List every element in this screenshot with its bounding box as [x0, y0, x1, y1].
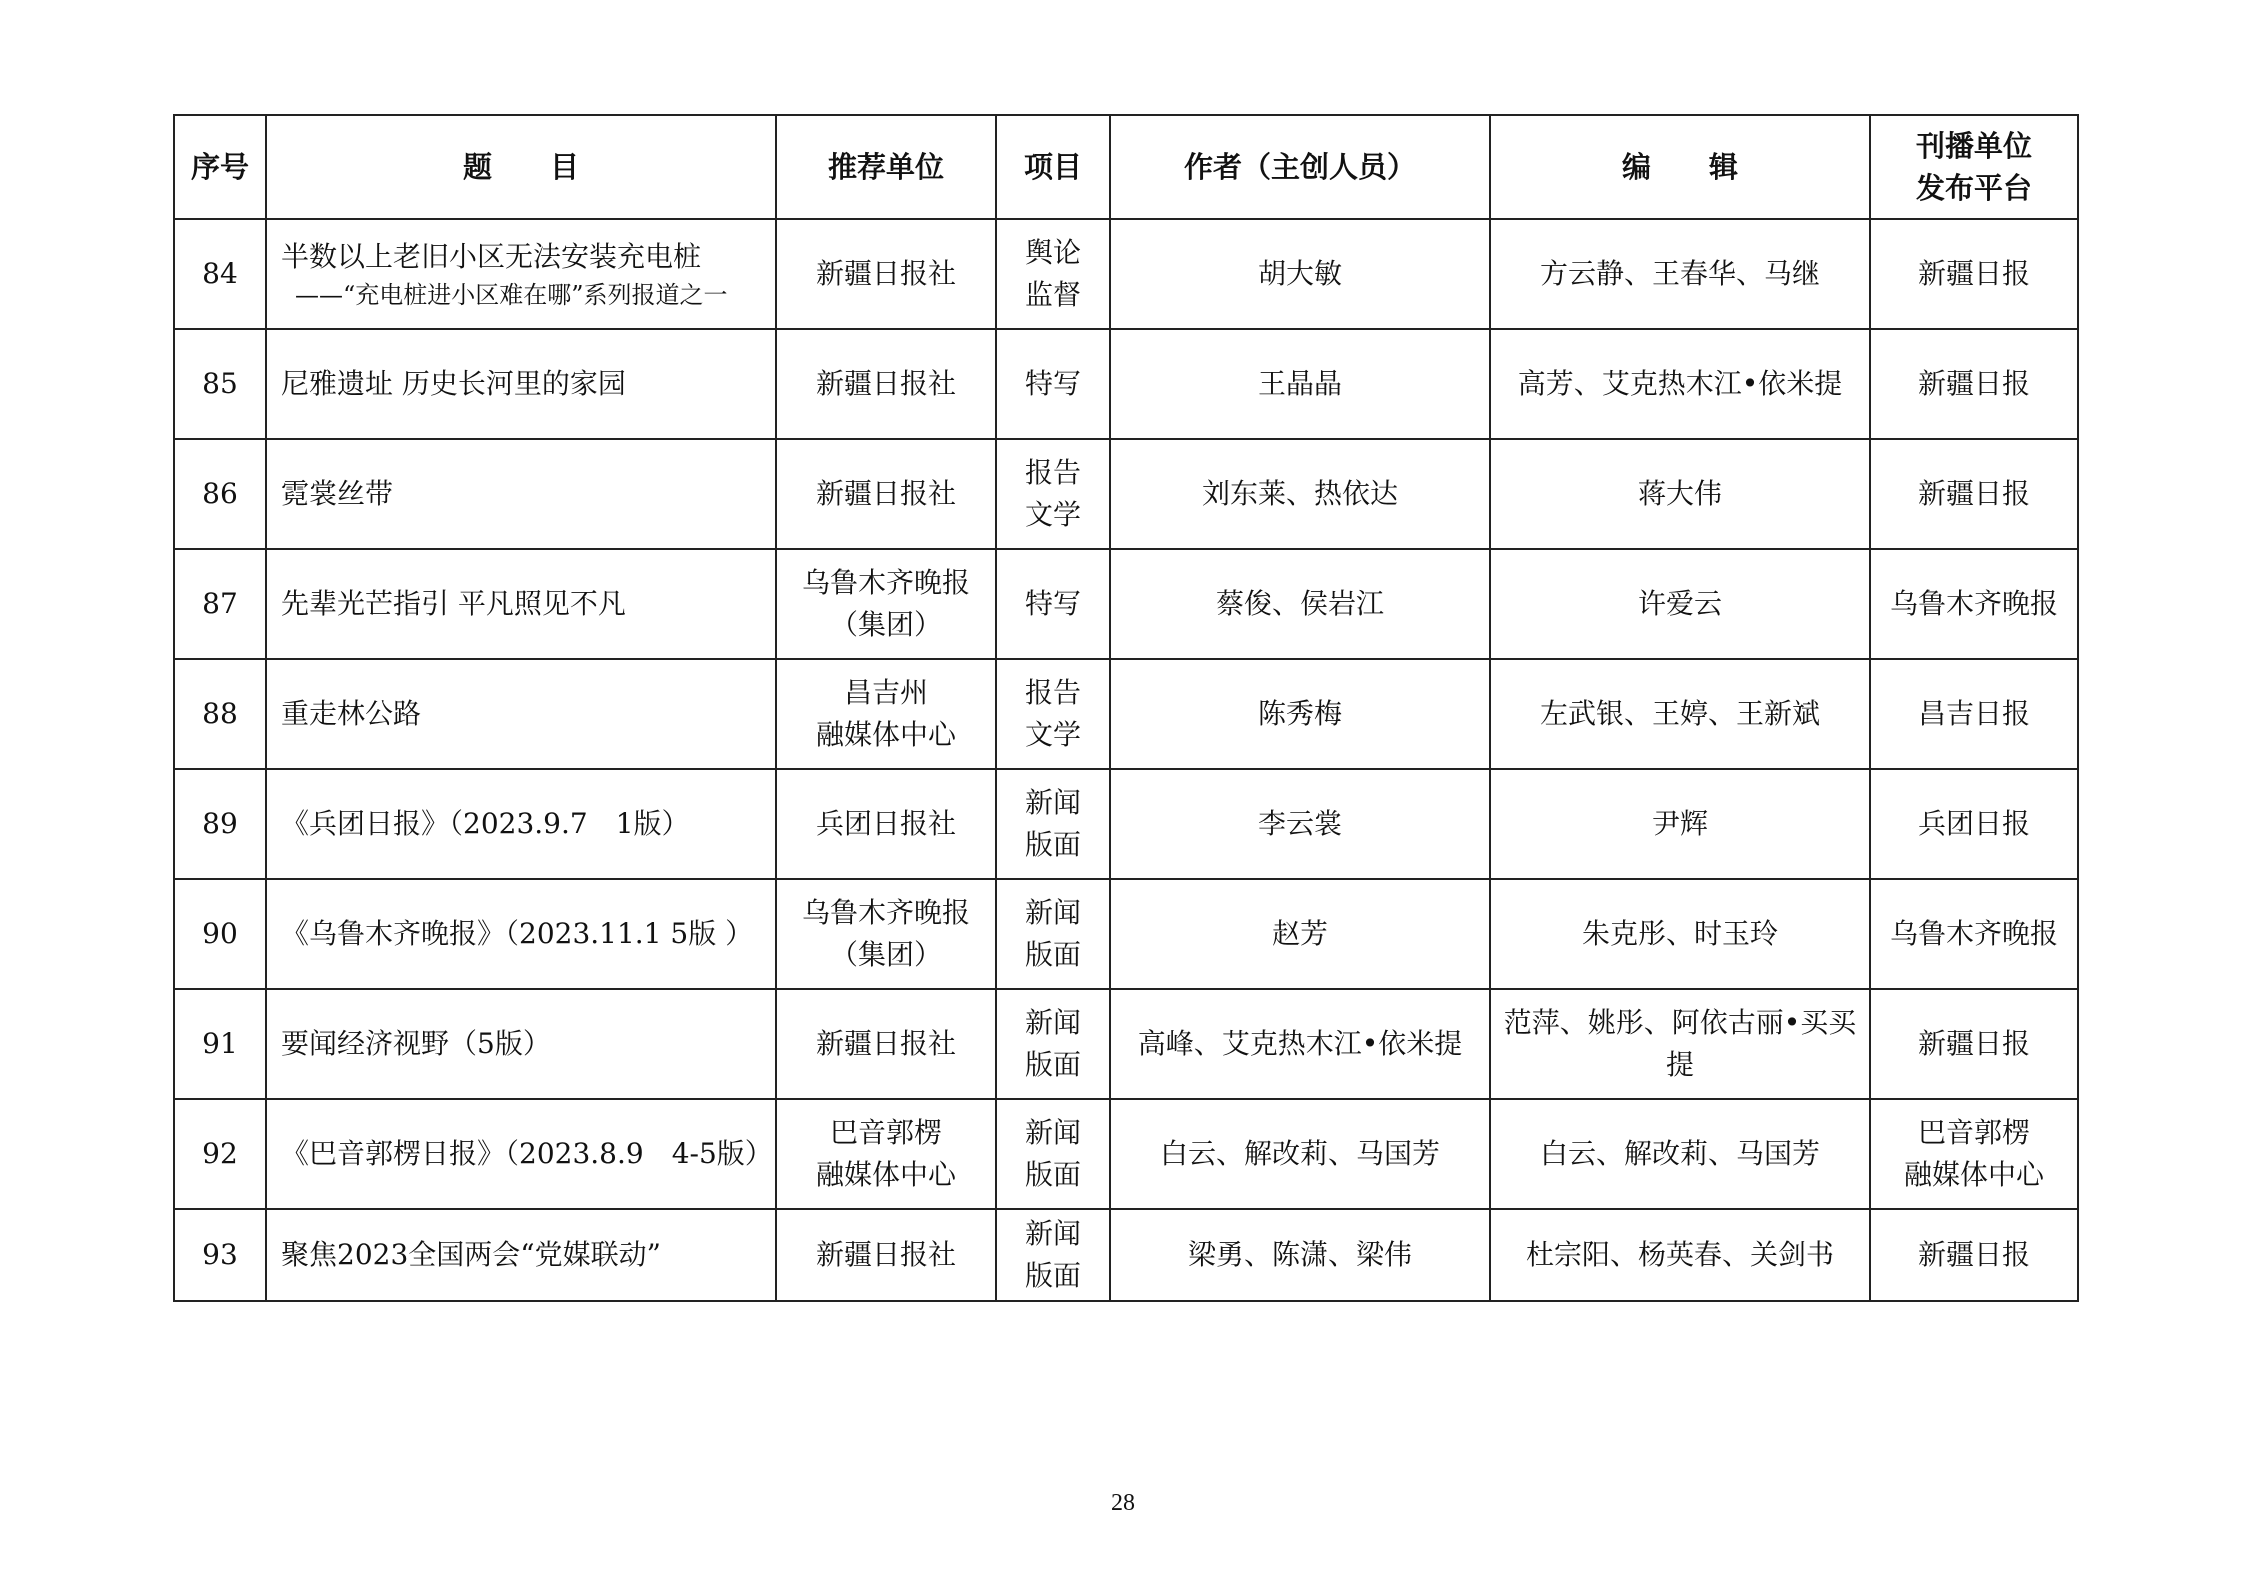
cell-item-line: 特写	[1024, 587, 1081, 620]
cell-item-line: 新闻	[1024, 1116, 1081, 1149]
header-item: 项目	[996, 115, 1110, 219]
cell-unit	[776, 989, 996, 1099]
awards-table-container	[173, 114, 2077, 1302]
table-row	[174, 879, 2078, 989]
cell-item-line: 特写	[1024, 367, 1081, 400]
cell-unit	[776, 879, 996, 989]
cell-platform	[1870, 879, 2078, 989]
cell-title	[266, 879, 776, 989]
cell-platform-line: 乌鲁木齐晚报	[1889, 917, 2058, 950]
cell-platform-line: 新疆日报	[1917, 1027, 2030, 1060]
cell-title-text: 《兵团日报》（2023.9.7 1版）	[281, 807, 690, 840]
cell-platform-line: 新疆日报	[1917, 257, 2030, 290]
cell-unit-line: 乌鲁木齐晚报	[801, 566, 970, 599]
cell-title-text: 先辈光芒指引 平凡照见不凡	[281, 587, 626, 620]
cell-unit-line: 兵团日报社	[815, 807, 956, 840]
cell-title	[266, 439, 776, 549]
cell-title-text: 重走林公路	[281, 697, 422, 730]
cell-unit-line: 新疆日报社	[815, 257, 956, 290]
cell-seq: 84	[174, 219, 266, 329]
cell-platform	[1870, 329, 2078, 439]
cell-item-line: 报告	[1024, 676, 1081, 709]
cell-editor: 蒋大伟	[1490, 439, 1870, 549]
cell-author: 陈秀梅	[1110, 659, 1490, 769]
cell-author: 刘东莱、热依达	[1110, 439, 1490, 549]
header-platform-line1: 刊播单位	[1915, 129, 2032, 163]
cell-seq: 93	[174, 1209, 266, 1301]
cell-unit-line: （集团）	[829, 938, 942, 971]
cell-editor: 左武银、王婷、王新斌	[1490, 659, 1870, 769]
cell-item-line: 报告	[1024, 456, 1081, 489]
table-row	[174, 1209, 2078, 1301]
cell-platform-line: 乌鲁木齐晚报	[1889, 587, 2058, 620]
header-editor: 编 辑	[1490, 115, 1870, 219]
cell-platform	[1870, 549, 2078, 659]
cell-unit-line: 新疆日报社	[815, 367, 956, 400]
cell-platform	[1870, 1099, 2078, 1209]
cell-item	[996, 659, 1110, 769]
cell-item	[996, 329, 1110, 439]
table-row	[174, 989, 2078, 1099]
cell-item-line: 版面	[1024, 1158, 1081, 1191]
cell-title-text: 霓裳丝带	[281, 477, 394, 510]
cell-platform-line: 新疆日报	[1917, 367, 2030, 400]
cell-title	[266, 1099, 776, 1209]
table-header-row	[174, 115, 2078, 219]
cell-item-line: 文学	[1024, 718, 1081, 751]
header-unit: 推荐单位	[776, 115, 996, 219]
page-number: 28	[1111, 1490, 1135, 1516]
cell-unit-line: （集团）	[829, 608, 942, 641]
cell-seq: 86	[174, 439, 266, 549]
cell-unit-line: 乌鲁木齐晚报	[801, 896, 970, 929]
cell-item	[996, 769, 1110, 879]
cell-seq: 90	[174, 879, 266, 989]
cell-editor: 许爱云	[1490, 549, 1870, 659]
cell-unit-line: 新疆日报社	[815, 1238, 956, 1271]
table-row	[174, 769, 2078, 879]
cell-title-text: 要闻经济视野（5版）	[281, 1027, 551, 1060]
cell-author: 高峰、艾克热木江•依米提	[1110, 989, 1490, 1099]
cell-author: 赵芳	[1110, 879, 1490, 989]
cell-seq: 88	[174, 659, 266, 769]
cell-title	[266, 329, 776, 439]
cell-platform	[1870, 659, 2078, 769]
header-platform	[1870, 115, 2078, 219]
cell-unit-line: 巴音郭楞	[829, 1116, 942, 1149]
cell-item	[996, 1099, 1110, 1209]
cell-editor: 高芳、艾克热木江•依米提	[1490, 329, 1870, 439]
cell-title-text: 《乌鲁木齐晚报》（2023.11.1 5版 ）	[281, 917, 754, 950]
cell-unit	[776, 549, 996, 659]
cell-platform-line: 新疆日报	[1917, 1238, 2030, 1271]
cell-editor: 杜宗阳、杨英春、关剑书	[1490, 1209, 1870, 1301]
header-title: 题 目	[266, 115, 776, 219]
cell-title	[266, 549, 776, 659]
cell-seq: 91	[174, 989, 266, 1099]
cell-seq: 87	[174, 549, 266, 659]
cell-unit	[776, 769, 996, 879]
cell-item-line: 版面	[1024, 1048, 1081, 1081]
table-body	[174, 219, 2078, 1301]
cell-editor: 白云、解改莉、马国芳	[1490, 1099, 1870, 1209]
cell-title	[266, 989, 776, 1099]
cell-platform	[1870, 1209, 2078, 1301]
cell-unit	[776, 1209, 996, 1301]
cell-platform	[1870, 989, 2078, 1099]
cell-item-line: 舆论	[1024, 236, 1081, 269]
cell-item	[996, 1209, 1110, 1301]
cell-unit	[776, 219, 996, 329]
cell-item-line: 文学	[1024, 498, 1081, 531]
table-row	[174, 549, 2078, 659]
cell-editor: 范萍、姚彤、阿依古丽•买买提	[1490, 989, 1870, 1099]
cell-unit	[776, 1099, 996, 1209]
cell-author: 蔡俊、侯岩江	[1110, 549, 1490, 659]
cell-item-line: 新闻	[1024, 786, 1081, 819]
cell-editor: 方云静、王春华、马继	[1490, 219, 1870, 329]
header-author: 作者（主创人员）	[1110, 115, 1490, 219]
cell-author: 胡大敏	[1110, 219, 1490, 329]
header-seq: 序号	[174, 115, 266, 219]
cell-title-text: 尼雅遗址 历史长河里的家园	[281, 367, 626, 400]
cell-title-text: 聚焦2023全国两会“党媒联动”	[281, 1238, 661, 1271]
cell-item-line: 版面	[1024, 828, 1081, 861]
cell-platform-line: 新疆日报	[1917, 477, 2030, 510]
cell-item	[996, 989, 1110, 1099]
cell-seq: 92	[174, 1099, 266, 1209]
table-row	[174, 329, 2078, 439]
cell-title	[266, 769, 776, 879]
cell-unit-line: 融媒体中心	[815, 718, 956, 751]
cell-seq: 89	[174, 769, 266, 879]
awards-table	[173, 114, 2079, 1302]
cell-item-line: 版面	[1024, 938, 1081, 971]
cell-title-text: 半数以上老旧小区无法安装充电桩	[281, 240, 702, 273]
table-row	[174, 219, 2078, 329]
cell-platform-line: 昌吉日报	[1917, 697, 2030, 730]
cell-seq: 85	[174, 329, 266, 439]
cell-item-line: 新闻	[1024, 896, 1081, 929]
cell-item	[996, 439, 1110, 549]
cell-item-line: 新闻	[1024, 1217, 1081, 1250]
cell-unit	[776, 659, 996, 769]
cell-unit-line: 新疆日报社	[815, 1027, 956, 1060]
cell-title	[266, 219, 776, 329]
header-platform-line2: 发布平台	[1915, 171, 2032, 205]
cell-platform-line: 巴音郭楞	[1917, 1116, 2030, 1149]
cell-item-line: 监督	[1024, 278, 1081, 311]
cell-unit-line: 新疆日报社	[815, 477, 956, 510]
cell-platform	[1870, 769, 2078, 879]
table-row	[174, 659, 2078, 769]
cell-editor: 朱克彤、时玉玲	[1490, 879, 1870, 989]
cell-unit	[776, 329, 996, 439]
cell-title	[266, 1209, 776, 1301]
cell-author: 白云、解改莉、马国芳	[1110, 1099, 1490, 1209]
table-row	[174, 439, 2078, 549]
cell-platform	[1870, 219, 2078, 329]
cell-unit	[776, 439, 996, 549]
cell-author: 梁勇、陈潇、梁伟	[1110, 1209, 1490, 1301]
cell-editor: 尹辉	[1490, 769, 1870, 879]
cell-platform	[1870, 439, 2078, 549]
cell-platform-line: 融媒体中心	[1903, 1158, 2044, 1191]
cell-item-line: 版面	[1024, 1259, 1081, 1292]
cell-title-text: 《巴音郭楞日报》（2023.8.9 4-5版）	[281, 1137, 773, 1170]
cell-author: 王晶晶	[1110, 329, 1490, 439]
cell-title	[266, 659, 776, 769]
cell-author: 李云裳	[1110, 769, 1490, 879]
table-row	[174, 1099, 2078, 1209]
cell-platform-line: 兵团日报	[1917, 807, 2030, 840]
cell-subtitle-text: ——“充电桩进小区难在哪”系列报道之一	[295, 281, 728, 309]
cell-item	[996, 879, 1110, 989]
cell-unit-line: 昌吉州	[843, 676, 928, 709]
cell-item	[996, 219, 1110, 329]
cell-unit-line: 融媒体中心	[815, 1158, 956, 1191]
cell-item-line: 新闻	[1024, 1006, 1081, 1039]
cell-item	[996, 549, 1110, 659]
